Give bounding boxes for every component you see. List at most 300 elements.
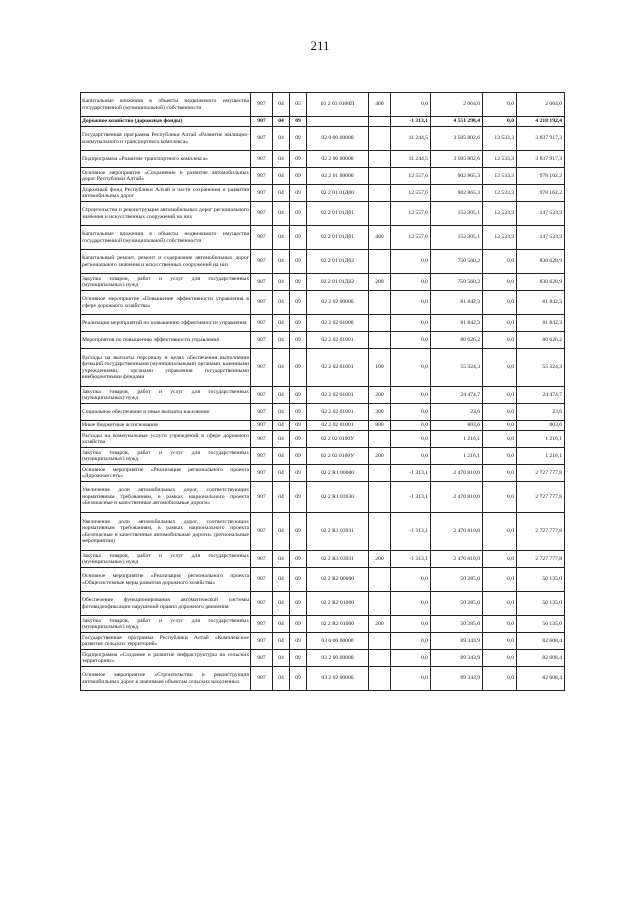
cell-amount-total-2: 50 135,0 bbox=[517, 568, 565, 592]
cell-name: Закупка товаров, работ и услуг для государственных (муниципальных) нужд bbox=[81, 274, 251, 291]
cell-section: 04 bbox=[273, 168, 290, 185]
cell-name: Иные бюджетные ассигнования bbox=[81, 421, 251, 431]
cell-amount-total: 81 842,3 bbox=[431, 315, 483, 332]
table-row bbox=[81, 513, 565, 551]
cell-amount-change: 0,0 bbox=[391, 592, 431, 616]
cell-amount-change: 0,0 bbox=[391, 387, 431, 404]
cell-amount-total-2: 23,6 bbox=[517, 404, 565, 421]
cell-amount-change-2: 0,0 bbox=[483, 448, 517, 465]
cell-amount-total: 2 470 810,0 bbox=[431, 513, 483, 551]
cell-amount-change-2: 0,0 bbox=[483, 667, 517, 691]
cell-section: 04 bbox=[273, 332, 290, 349]
cell-ministry-code: 907 bbox=[251, 404, 273, 421]
cell-target-article: 02 2 01 01Д00 bbox=[307, 185, 369, 202]
cell-amount-total-2: 81 842,3 bbox=[517, 291, 565, 315]
cell-amount-change: 12 557,6 bbox=[391, 168, 431, 185]
cell-section: 04 bbox=[273, 93, 290, 117]
cell-section: 04 bbox=[273, 633, 290, 650]
table-row bbox=[81, 633, 565, 650]
cell-subsection: 09 bbox=[290, 274, 307, 291]
cell-expense-type bbox=[369, 633, 391, 650]
cell-ministry-code: 907 bbox=[251, 250, 273, 274]
cell-expense-type bbox=[369, 151, 391, 168]
cell-name: Подпрограмма «Создание и развитие инфраструктуры на сельских территориях» bbox=[81, 650, 251, 667]
cell-amount-total: 4 551 298,4 bbox=[431, 117, 483, 127]
cell-subsection: 09 bbox=[290, 421, 307, 431]
cell-expense-type: 300 bbox=[369, 404, 391, 421]
cell-subsection: 09 bbox=[290, 431, 307, 448]
cell-ministry-code: 907 bbox=[251, 568, 273, 592]
table-row bbox=[81, 568, 565, 592]
cell-target-article: 02 2 01 00000 bbox=[307, 168, 369, 185]
cell-expense-type bbox=[369, 168, 391, 185]
cell-amount-total: 902 865,3 bbox=[431, 168, 483, 185]
cell-target-article bbox=[307, 117, 369, 127]
cell-subsection: 09 bbox=[290, 291, 307, 315]
cell-amount-change-2: 0,0 bbox=[483, 274, 517, 291]
cell-expense-type: 200 bbox=[369, 616, 391, 633]
cell-amount-total-2: 81 842,3 bbox=[517, 315, 565, 332]
cell-amount-change-2: 0,0 bbox=[483, 482, 517, 513]
cell-section: 04 bbox=[273, 431, 290, 448]
cell-name: Основное мероприятие «Сохранение и развитие автомобильных дорог Республики Алтай» bbox=[81, 168, 251, 185]
cell-target-article: 02 2 R2 01000 bbox=[307, 592, 369, 616]
cell-amount-total: 23,6 bbox=[431, 404, 483, 421]
cell-amount-total-2: 830 628,9 bbox=[517, 250, 565, 274]
cell-expense-type bbox=[369, 650, 391, 667]
cell-amount-total: 50 285,0 bbox=[431, 592, 483, 616]
cell-amount-change: 12 557,6 bbox=[391, 202, 431, 226]
cell-amount-change: 11 244,5 bbox=[391, 151, 431, 168]
cell-section: 04 bbox=[273, 387, 290, 404]
cell-target-article: 02 2 02 01001 bbox=[307, 332, 369, 349]
page-number: 211 bbox=[310, 38, 330, 53]
cell-amount-change: 0,0 bbox=[391, 633, 431, 650]
cell-amount-total: 50 285,0 bbox=[431, 568, 483, 592]
cell-amount-change-2: 0,0 bbox=[483, 616, 517, 633]
cell-amount-change: 0,0 bbox=[391, 250, 431, 274]
cell-expense-type bbox=[369, 482, 391, 513]
cell-name: Закупка товаров, работ и услуг для государственных (муниципальных) нужд bbox=[81, 387, 251, 404]
cell-amount-total: 55 324,3 bbox=[431, 349, 483, 387]
cell-target-article: 02 2 02 01001 bbox=[307, 404, 369, 421]
cell-target-article: 02 2 02 00000 bbox=[307, 291, 369, 315]
cell-expense-type bbox=[369, 592, 391, 616]
cell-amount-total: 81 842,3 bbox=[431, 291, 483, 315]
cell-section: 04 bbox=[273, 616, 290, 633]
cell-section: 04 bbox=[273, 226, 290, 250]
cell-amount-total-2: 1 216,1 bbox=[517, 431, 565, 448]
cell-subsection: 09 bbox=[290, 551, 307, 568]
cell-ministry-code: 907 bbox=[251, 616, 273, 633]
cell-expense-type: 200 bbox=[369, 274, 391, 291]
cell-amount-total: 902 865,3 bbox=[431, 185, 483, 202]
cell-ministry-code: 907 bbox=[251, 185, 273, 202]
cell-amount-total: 2 064,0 bbox=[431, 93, 483, 117]
cell-section: 04 bbox=[273, 482, 290, 513]
cell-name: Капитальный ремонт, ремонт и содержание автомобильных дорог регионального значения и искусственных сооружений на них bbox=[81, 250, 251, 274]
cell-amount-change: 0,0 bbox=[391, 448, 431, 465]
cell-target-article: 02 2 R2 01000 bbox=[307, 616, 369, 633]
cell-target-article: 03 2 02 00000 bbox=[307, 667, 369, 691]
cell-section: 04 bbox=[273, 202, 290, 226]
cell-subsection: 09 bbox=[290, 117, 307, 127]
cell-name: Увеличение доли автомобильных дорог, соответствующих нормативным требованиям, в рамках национального проекта «Безопасные и качественные автомобильные дороги» (региональные мероприятия) bbox=[81, 513, 251, 551]
cell-target-article: 02 2 02 01001 bbox=[307, 349, 369, 387]
cell-name: Дорожный фонд Республики Алтай в части сохранения и развития автомобильных дорог bbox=[81, 185, 251, 202]
cell-amount-change: 0,0 bbox=[391, 93, 431, 117]
cell-section: 04 bbox=[273, 421, 290, 431]
cell-ministry-code: 907 bbox=[251, 667, 273, 691]
cell-amount-change-2: 0,0 bbox=[483, 93, 517, 117]
cell-amount-total: 2 470 810,0 bbox=[431, 465, 483, 482]
cell-amount-change-2: 0,0 bbox=[483, 250, 517, 274]
table-row bbox=[81, 332, 565, 349]
cell-target-article: 02 2 02 0100У bbox=[307, 431, 369, 448]
cell-ministry-code: 907 bbox=[251, 482, 273, 513]
cell-amount-change-2: 0,0 bbox=[483, 117, 517, 127]
cell-amount-total-2: 147 533,3 bbox=[517, 226, 565, 250]
cell-target-article: 02 2 02 01001 bbox=[307, 387, 369, 404]
cell-target-article: 02 2 02 01001 bbox=[307, 421, 369, 431]
cell-ministry-code: 907 bbox=[251, 551, 273, 568]
cell-subsection: 09 bbox=[290, 185, 307, 202]
table-row bbox=[81, 592, 565, 616]
cell-subsection: 09 bbox=[290, 465, 307, 482]
cell-amount-change-2: 0,0 bbox=[483, 650, 517, 667]
cell-target-article: 02 2 01 01Д01 bbox=[307, 202, 369, 226]
cell-amount-change: 11 244,5 bbox=[391, 127, 431, 151]
cell-section: 04 bbox=[273, 448, 290, 465]
cell-target-article: 02 2 R1 03930 bbox=[307, 482, 369, 513]
cell-section: 04 bbox=[273, 117, 290, 127]
cell-amount-total-2: 82 608,4 bbox=[517, 667, 565, 691]
cell-expense-type bbox=[369, 291, 391, 315]
table-row bbox=[81, 465, 565, 482]
cell-expense-type: 400 bbox=[369, 226, 391, 250]
table-row bbox=[81, 168, 565, 185]
cell-ministry-code: 907 bbox=[251, 592, 273, 616]
cell-subsection: 09 bbox=[290, 315, 307, 332]
table-row bbox=[81, 117, 565, 127]
cell-amount-change-2: 12 533,3 bbox=[483, 202, 517, 226]
table-row bbox=[81, 667, 565, 691]
cell-target-article: 01 2 03 0100П bbox=[307, 93, 369, 117]
table-row bbox=[81, 404, 565, 421]
cell-amount-total: 803,6 bbox=[431, 421, 483, 431]
cell-ministry-code: 907 bbox=[251, 274, 273, 291]
cell-section: 04 bbox=[273, 592, 290, 616]
cell-subsection: 09 bbox=[290, 568, 307, 592]
cell-amount-total: 2 470 810,0 bbox=[431, 482, 483, 513]
cell-amount-change: 0,0 bbox=[391, 404, 431, 421]
cell-section: 04 bbox=[273, 568, 290, 592]
cell-amount-total-2: 803,6 bbox=[517, 421, 565, 431]
cell-amount-total-2: 147 533,3 bbox=[517, 202, 565, 226]
cell-target-article: 03 2 00 00000 bbox=[307, 650, 369, 667]
cell-amount-change-2: 0,0 bbox=[483, 315, 517, 332]
cell-ministry-code: 907 bbox=[251, 151, 273, 168]
cell-ministry-code: 907 bbox=[251, 332, 273, 349]
cell-target-article: 02 2 02 01000 bbox=[307, 315, 369, 332]
cell-section: 04 bbox=[273, 274, 290, 291]
cell-ministry-code: 907 bbox=[251, 349, 273, 387]
cell-target-article: 03 0 00 00000 bbox=[307, 633, 369, 650]
cell-ministry-code: 907 bbox=[251, 633, 273, 650]
cell-amount-change-2: 12 533,3 bbox=[483, 226, 517, 250]
cell-expense-type bbox=[369, 431, 391, 448]
cell-name: Реализация мероприятий по повышению эффективности управления bbox=[81, 315, 251, 332]
table-row bbox=[81, 551, 565, 568]
cell-name: Мероприятия по повышению эффективности управления bbox=[81, 332, 251, 349]
cell-amount-change: -1 313,1 bbox=[391, 117, 431, 127]
cell-name: Государственная программа Республики Алтай «Комплексное развитие сельских территорий» bbox=[81, 633, 251, 650]
cell-expense-type bbox=[369, 568, 391, 592]
cell-amount-change-2: 12 533,3 bbox=[483, 127, 517, 151]
cell-expense-type bbox=[369, 332, 391, 349]
cell-ministry-code: 907 bbox=[251, 387, 273, 404]
table-row bbox=[81, 431, 565, 448]
cell-amount-change: 0,0 bbox=[391, 421, 431, 431]
cell-amount-total: 80 626,2 bbox=[431, 332, 483, 349]
cell-amount-total: 1 216,1 bbox=[431, 431, 483, 448]
cell-amount-change-2: 0,0 bbox=[483, 431, 517, 448]
cell-amount-change-2: 12 533,3 bbox=[483, 168, 517, 185]
cell-ministry-code: 907 bbox=[251, 226, 273, 250]
cell-amount-total-2: 3 837 917,3 bbox=[517, 127, 565, 151]
cell-expense-type: 100 bbox=[369, 349, 391, 387]
cell-section: 04 bbox=[273, 513, 290, 551]
cell-amount-change: -1 313,1 bbox=[391, 482, 431, 513]
table-row bbox=[81, 448, 565, 465]
cell-amount-change-2: 0,0 bbox=[483, 513, 517, 551]
cell-subsection: 09 bbox=[290, 667, 307, 691]
cell-amount-change-2: 0,0 bbox=[483, 332, 517, 349]
cell-subsection: 05 bbox=[290, 93, 307, 117]
cell-amount-change: 0,0 bbox=[391, 650, 431, 667]
cell-name: Капитальные вложения в объекты недвижимого имущества государственной (муниципальной) собственности bbox=[81, 93, 251, 117]
cell-ministry-code: 907 bbox=[251, 465, 273, 482]
cell-section: 04 bbox=[273, 404, 290, 421]
cell-section: 04 bbox=[273, 291, 290, 315]
cell-amount-change-2: 0,0 bbox=[483, 592, 517, 616]
cell-amount-total: 3 505 802,6 bbox=[431, 127, 483, 151]
cell-amount-total: 1 216,1 bbox=[431, 448, 483, 465]
cell-target-article: 02 2 R1 03931 bbox=[307, 551, 369, 568]
cell-name: Расходы на выплаты персоналу в целях обеспечения выполнения функций государственными (муниципальными) органами, казенными учреждениями, органами управления государственными внебюджетными фондами bbox=[81, 349, 251, 387]
cell-ministry-code: 907 bbox=[251, 315, 273, 332]
cell-amount-change: -1 313,1 bbox=[391, 551, 431, 568]
table-row bbox=[81, 421, 565, 431]
cell-ministry-code: 907 bbox=[251, 202, 273, 226]
cell-amount-total-2: 3 837 917,3 bbox=[517, 151, 565, 168]
cell-amount-change-2: 0,0 bbox=[483, 387, 517, 404]
cell-subsection: 09 bbox=[290, 650, 307, 667]
table-row bbox=[81, 482, 565, 513]
cell-section: 04 bbox=[273, 667, 290, 691]
cell-amount-change: 0,0 bbox=[391, 332, 431, 349]
cell-subsection: 09 bbox=[290, 202, 307, 226]
cell-name: Обеспечение функционирования автоматической системы фотовидеофиксации нарушений правил дорожного движения bbox=[81, 592, 251, 616]
cell-amount-change: 0,0 bbox=[391, 274, 431, 291]
cell-amount-total-2: 2 727 777,8 bbox=[517, 465, 565, 482]
cell-amount-change: -1 313,1 bbox=[391, 513, 431, 551]
cell-subsection: 09 bbox=[290, 151, 307, 168]
cell-expense-type bbox=[369, 315, 391, 332]
cell-subsection: 09 bbox=[290, 404, 307, 421]
cell-amount-change-2: 0,0 bbox=[483, 465, 517, 482]
cell-amount-total: 89 343,9 bbox=[431, 650, 483, 667]
cell-expense-type: 400 bbox=[369, 93, 391, 117]
cell-subsection: 09 bbox=[290, 616, 307, 633]
cell-section: 04 bbox=[273, 185, 290, 202]
cell-section: 04 bbox=[273, 250, 290, 274]
cell-name: Закупка товаров, работ и услуг для государственных (муниципальных) нужд bbox=[81, 616, 251, 633]
cell-target-article: 02 0 00 00000 bbox=[307, 127, 369, 151]
cell-name: Дорожное хозяйство (дорожные фонды) bbox=[81, 117, 251, 127]
cell-ministry-code: 907 bbox=[251, 93, 273, 117]
cell-section: 04 bbox=[273, 650, 290, 667]
cell-expense-type bbox=[369, 250, 391, 274]
cell-expense-type bbox=[369, 465, 391, 482]
cell-expense-type: 200 bbox=[369, 448, 391, 465]
cell-amount-total-2: 830 628,9 bbox=[517, 274, 565, 291]
cell-target-article: 02 2 R1 00000 bbox=[307, 465, 369, 482]
table-row bbox=[81, 650, 565, 667]
cell-target-article: 02 2 R2 00000 bbox=[307, 568, 369, 592]
cell-amount-change-2: 0,0 bbox=[483, 291, 517, 315]
cell-amount-change: -1 313,1 bbox=[391, 465, 431, 482]
cell-amount-change-2: 0,0 bbox=[483, 349, 517, 387]
cell-target-article: 02 2 01 01Д01 bbox=[307, 226, 369, 250]
cell-amount-total-2: 978 162,2 bbox=[517, 168, 565, 185]
cell-amount-total-2: 2 727 777,8 bbox=[517, 513, 565, 551]
cell-ministry-code: 907 bbox=[251, 421, 273, 431]
cell-section: 04 bbox=[273, 349, 290, 387]
cell-expense-type bbox=[369, 127, 391, 151]
cell-amount-total-2: 80 626,2 bbox=[517, 332, 565, 349]
cell-subsection: 09 bbox=[290, 482, 307, 513]
cell-amount-total-2: 2 064,0 bbox=[517, 93, 565, 117]
cell-subsection: 09 bbox=[290, 387, 307, 404]
cell-expense-type bbox=[369, 667, 391, 691]
cell-name: Закупка товаров, работ и услуг для государственных (муниципальных) нужд bbox=[81, 448, 251, 465]
cell-amount-total: 152 305,1 bbox=[431, 226, 483, 250]
cell-amount-change: 0,0 bbox=[391, 667, 431, 691]
cell-target-article: 02 2 00 00000 bbox=[307, 151, 369, 168]
cell-section: 04 bbox=[273, 551, 290, 568]
cell-ministry-code: 907 bbox=[251, 168, 273, 185]
cell-section: 04 bbox=[273, 151, 290, 168]
cell-name: Закупка товаров, работ и услуг для государственных (муниципальных) нужд bbox=[81, 551, 251, 568]
cell-name: Основное мероприятие «Строительство и реконструкция автомобильных дорог к значимым объектам сельских населенных bbox=[81, 667, 251, 691]
table-row bbox=[81, 226, 565, 250]
cell-name: Социальное обеспечение и иные выплаты населению bbox=[81, 404, 251, 421]
cell-amount-change: 0,0 bbox=[391, 349, 431, 387]
cell-expense-type bbox=[369, 117, 391, 127]
table-row bbox=[81, 349, 565, 387]
cell-amount-total-2: 82 608,4 bbox=[517, 650, 565, 667]
cell-name: Основное мероприятие «Реализация регионального проекта «Дорожная сеть» bbox=[81, 465, 251, 482]
budget-table-wrapper bbox=[80, 92, 564, 691]
cell-ministry-code: 907 bbox=[251, 513, 273, 551]
cell-subsection: 09 bbox=[290, 332, 307, 349]
cell-amount-change-2: 0,0 bbox=[483, 421, 517, 431]
cell-amount-total: 24 474,7 bbox=[431, 387, 483, 404]
cell-subsection: 09 bbox=[290, 226, 307, 250]
cell-section: 04 bbox=[273, 127, 290, 151]
table-row bbox=[81, 250, 565, 274]
cell-amount-change: 0,0 bbox=[391, 291, 431, 315]
table-row bbox=[81, 202, 565, 226]
cell-amount-total-2: 82 608,4 bbox=[517, 633, 565, 650]
cell-amount-total-2: 978 162,2 bbox=[517, 185, 565, 202]
cell-amount-change: 12 557,6 bbox=[391, 226, 431, 250]
cell-amount-change-2: 12 533,3 bbox=[483, 151, 517, 168]
cell-ministry-code: 907 bbox=[251, 291, 273, 315]
cell-amount-change: 12 557,6 bbox=[391, 185, 431, 202]
table-row bbox=[81, 93, 565, 117]
cell-expense-type: 200 bbox=[369, 551, 391, 568]
cell-expense-type: 800 bbox=[369, 421, 391, 431]
table-body bbox=[81, 93, 565, 691]
cell-amount-total: 3 505 802,6 bbox=[431, 151, 483, 168]
cell-target-article: 02 2 02 0100У bbox=[307, 448, 369, 465]
table-row bbox=[81, 274, 565, 291]
cell-amount-change-2: 0,0 bbox=[483, 568, 517, 592]
cell-amount-total: 750 560,2 bbox=[431, 274, 483, 291]
cell-amount-change-2: 12 533,3 bbox=[483, 185, 517, 202]
cell-ministry-code: 907 bbox=[251, 448, 273, 465]
cell-amount-total: 89 343,9 bbox=[431, 667, 483, 691]
cell-amount-change-2: 0,0 bbox=[483, 633, 517, 650]
cell-amount-change-2: 0,0 bbox=[483, 404, 517, 421]
cell-subsection: 09 bbox=[290, 168, 307, 185]
cell-section: 04 bbox=[273, 315, 290, 332]
table-row bbox=[81, 151, 565, 168]
cell-amount-change: 0,0 bbox=[391, 315, 431, 332]
cell-amount-total-2: 4 218 192,4 bbox=[517, 117, 565, 127]
cell-name: Подпрограмма «Развитие транспортного комплекса» bbox=[81, 151, 251, 168]
cell-name: Основное мероприятие «Реализация регионального проекта «Общесистемные меры развития дорожного хозяйства» bbox=[81, 568, 251, 592]
table-row bbox=[81, 315, 565, 332]
cell-subsection: 09 bbox=[290, 513, 307, 551]
cell-ministry-code: 907 bbox=[251, 650, 273, 667]
cell-ministry-code: 907 bbox=[251, 431, 273, 448]
cell-expense-type: 200 bbox=[369, 387, 391, 404]
cell-amount-total-2: 2 727 777,8 bbox=[517, 551, 565, 568]
table-row bbox=[81, 291, 565, 315]
cell-section: 04 bbox=[273, 465, 290, 482]
cell-name: Основное мероприятие «Повышение эффективности управления в сфере дорожного хозяйства» bbox=[81, 291, 251, 315]
cell-name: Государственная программа Республики Алтай «Развитие жилищно-коммунального и транспортного комплекса» bbox=[81, 127, 251, 151]
cell-amount-total: 2 470 810,0 bbox=[431, 551, 483, 568]
cell-amount-total-2: 2 727 777,8 bbox=[517, 482, 565, 513]
budget-table bbox=[80, 92, 565, 691]
cell-amount-total-2: 50 135,0 bbox=[517, 592, 565, 616]
cell-subsection: 09 bbox=[290, 127, 307, 151]
cell-expense-type bbox=[369, 513, 391, 551]
cell-subsection: 09 bbox=[290, 250, 307, 274]
cell-amount-total-2: 1 216,1 bbox=[517, 448, 565, 465]
cell-target-article: 02 2 01 01Д02 bbox=[307, 274, 369, 291]
table-row bbox=[81, 185, 565, 202]
cell-subsection: 09 bbox=[290, 349, 307, 387]
cell-name: Увеличение доли автомобильных дорог, соответствующих нормативным требованиям, в рамках национального проекта «Безопасные и качественные автомобильные дороги» bbox=[81, 482, 251, 513]
cell-amount-change: 0,0 bbox=[391, 431, 431, 448]
cell-ministry-code: 907 bbox=[251, 127, 273, 151]
cell-amount-total: 50 285,0 bbox=[431, 616, 483, 633]
